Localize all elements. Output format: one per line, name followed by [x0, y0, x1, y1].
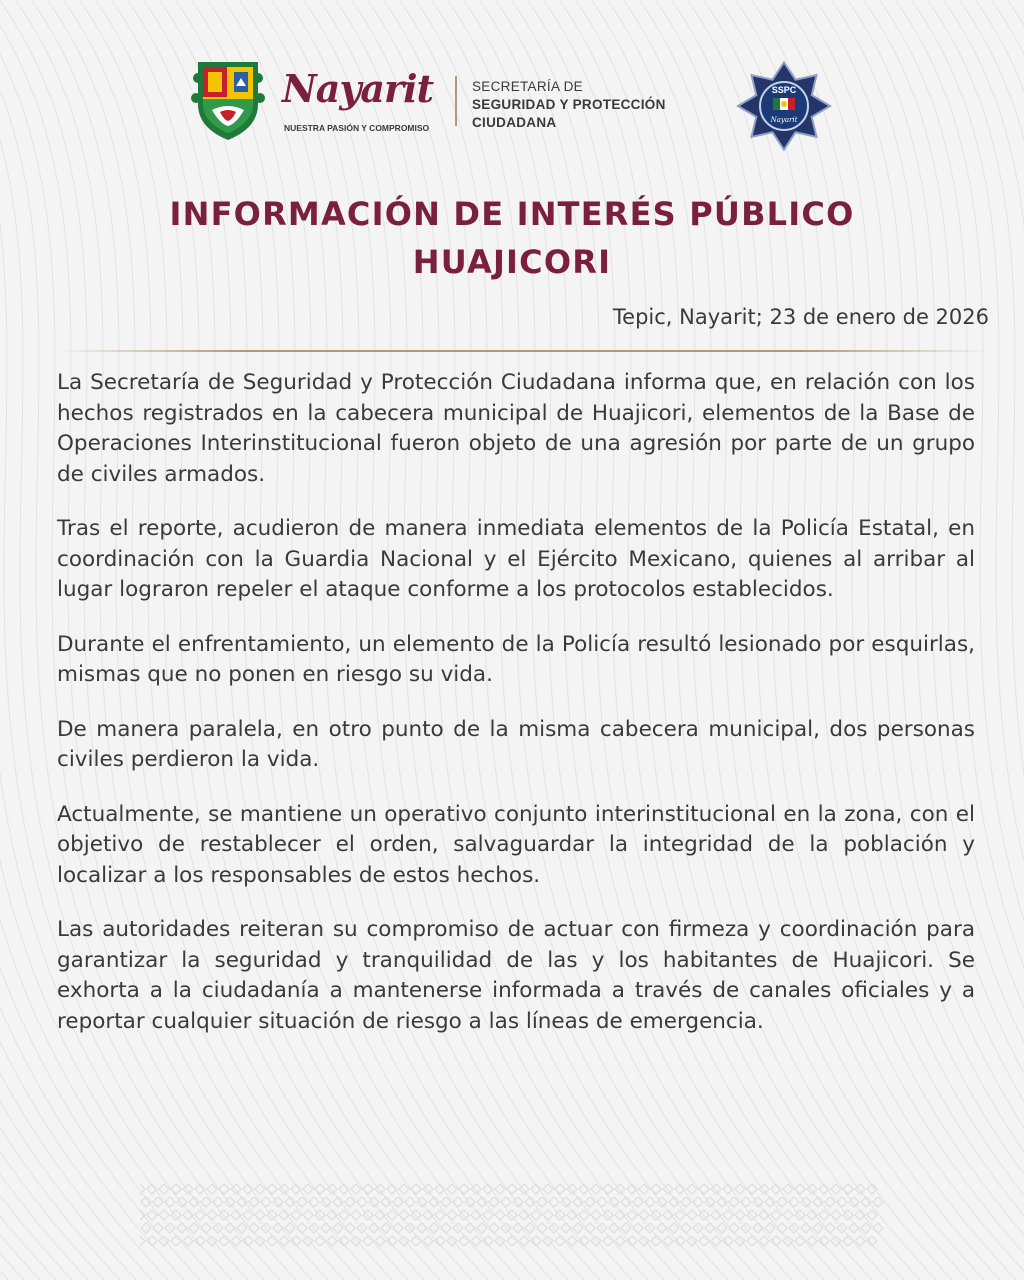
police-star-badge-icon: [730, 58, 838, 154]
page-title: [0, 190, 1024, 286]
header-divider: [455, 76, 457, 126]
badge-label: SSPC: [771, 85, 797, 95]
decorative-footer-pattern: [140, 1178, 884, 1248]
nayarit-logo: [278, 66, 443, 138]
paragraph: Durante el enfrentamiento, un elemento de la Policía resultó lesionado por esquirlas, mismas que no ponen en riesgo su vida.: [57, 631, 975, 687]
page-title-line-2: HUAJICORI: [412, 243, 612, 281]
paragraph: La Secretaría de Seguridad y Protección Ciudadana informa que, en relación con los hechos registrados en la cabecera municipal de Huajicori, elementos de la Base de Operaciones Interinstitucional fueron objeto de una agresión por parte de un grupo de civiles armados.: [57, 370, 975, 487]
paragraph: Las autoridades reiteran su compromiso de actuar con firmeza y coordinación para garantizar la seguridad y tranquilidad de las y los habitantes de Huajicori. Se exhorta a la ciudadanía a mantenerse informada a través de canales oficiales y a reportar cualquier situación de riesgo a las líneas de emergencia.: [57, 917, 975, 1034]
page-title-line-1: INFORMACIÓN DE INTERÉS PÚBLICO: [169, 195, 855, 233]
nayarit-logo-text: Nayarit: [282, 66, 434, 111]
nayarit-logo-tagline: NUESTRA PASIÓN Y COMPROMISO: [284, 123, 430, 133]
paragraph: Actualmente, se mantiene un operativo conjunto interinstitucional en la zona, con el objetivo de restablecer el orden, salvaguardar la integridad de la población y localizar a los responsables de estos hechos.: [57, 801, 975, 888]
badge-script: Nayarit: [770, 116, 798, 124]
department-line-2: SEGURIDAD Y PROTECCIÓN: [472, 97, 666, 112]
nayarit-coat-of-arms-icon: [190, 58, 266, 142]
paragraph: De manera paralela, en otro punto de la misma cabecera municipal, dos personas civiles perdieron la vida.: [57, 716, 975, 772]
paragraph: Tras el reporte, acudieron de manera inmediata elementos de la Policía Estatal, en coordinación con la Guardia Nacional y el Ejército Mexicano, quienes al arribar al lugar lograron repeler el ataque conforme a los protocolos establecidos.: [57, 516, 975, 602]
date-line: Tepic, Nayarit; 23 de enero de 2026: [612, 305, 989, 329]
body-text: [57, 368, 975, 1061]
department-line-3: CIUDADANA: [472, 115, 557, 130]
department-name: [472, 78, 666, 132]
department-line-1: SECRETARÍA DE: [472, 79, 583, 94]
horizontal-divider: [56, 350, 991, 352]
header: [0, 54, 1024, 164]
